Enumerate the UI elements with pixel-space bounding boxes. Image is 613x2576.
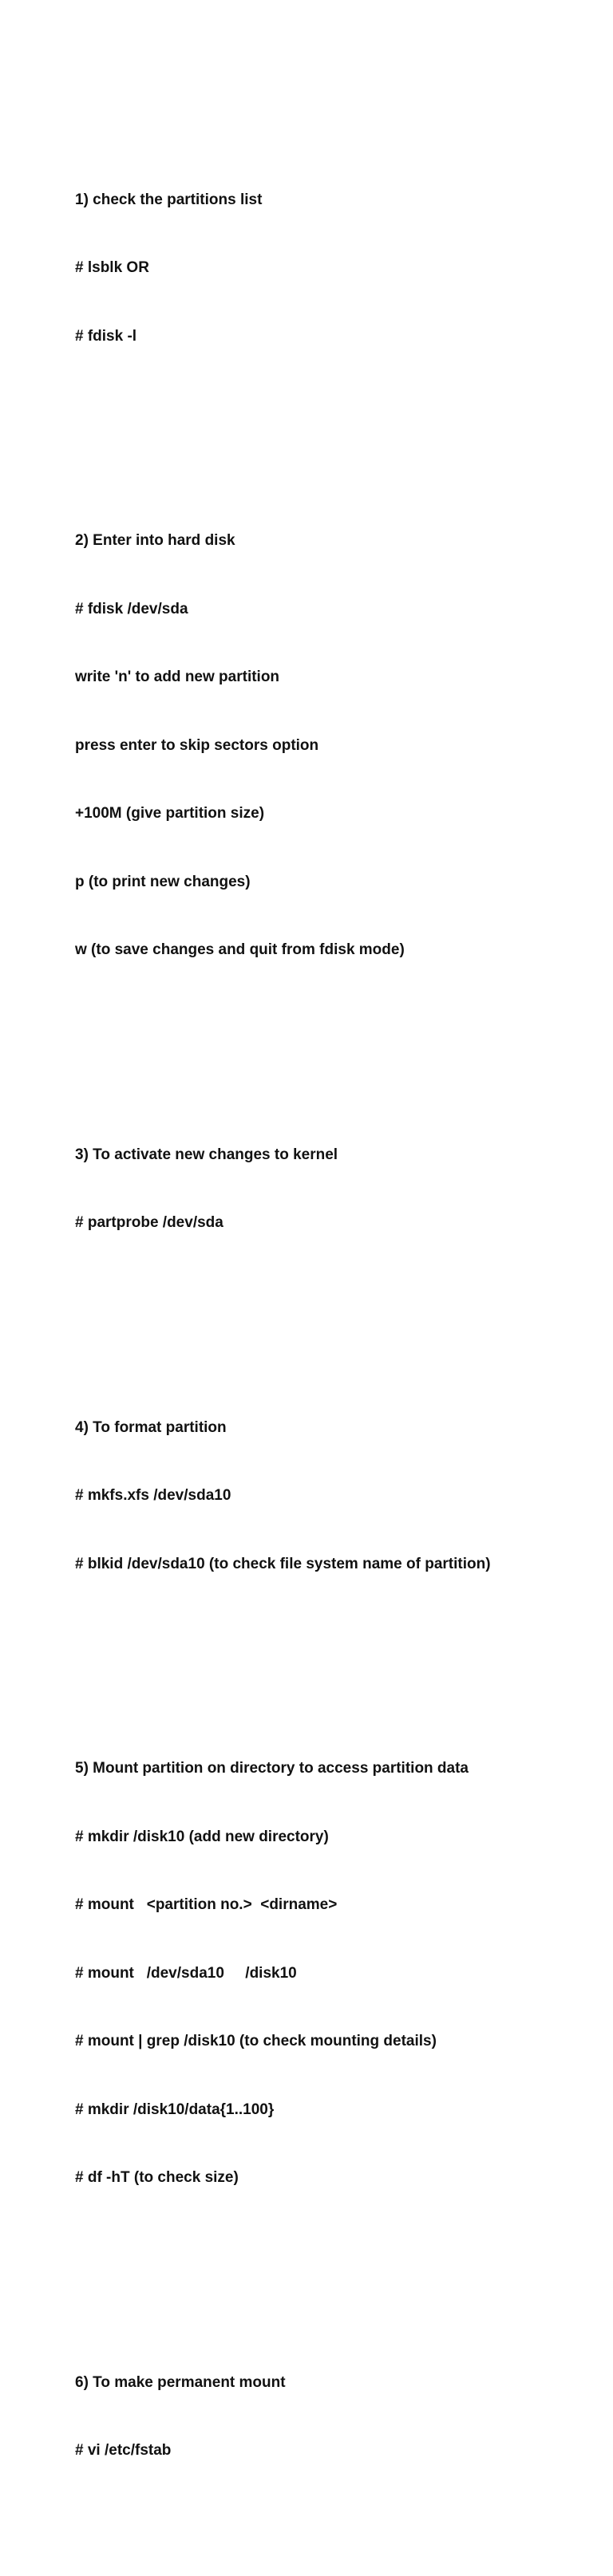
command-line: # fdisk -l <box>75 327 137 345</box>
command-line: # partprobe /dev/sda <box>75 1214 223 1231</box>
command-line: # mkdir /disk10/data{1..100} <box>75 2101 275 2118</box>
section-format-partition <box>75 1371 586 1622</box>
section-heading: 3) To activate new changes to kernel <box>75 1146 338 1163</box>
command-line: # mount | grep /disk10 (to check mounting details) <box>75 2033 437 2049</box>
command-line: # vi /etc/fstab <box>75 2442 172 2459</box>
command-line: # mkfs.xfs /dev/sda10 <box>75 1487 231 1504</box>
command-line: # mkdir /disk10 (add new directory) <box>75 1828 329 1845</box>
section-enter-hard-disk <box>75 484 586 1008</box>
section-heading: 1) check the partitions list <box>75 191 263 208</box>
command-line: # fdisk /dev/sda <box>75 600 188 617</box>
document-body <box>75 75 586 2576</box>
instruction-line: write 'n' to add new partition <box>75 669 280 685</box>
section-heading: 6) To make permanent mount <box>75 2373 286 2391</box>
section-mount-partition <box>75 1712 586 2235</box>
instruction-line: p (to print new changes) <box>75 873 251 890</box>
instruction-line: press enter to skip sectors option <box>75 736 319 754</box>
command-line: # mount <partition no.> <dirname> <box>75 1896 338 1913</box>
section-heading: 2) Enter into hard disk <box>75 532 235 549</box>
command-line: # lsblk OR <box>75 259 149 276</box>
command-line: # mount /dev/sda10 /disk10 <box>75 1964 297 1982</box>
section-check-partitions <box>75 144 586 394</box>
command-line: # blkid /dev/sda10 (to check file system name of partition) <box>75 1555 491 1572</box>
section-permanent-mount <box>75 2326 586 2508</box>
section-heading: 5) Mount partition on directory to access partition data <box>75 1760 469 1777</box>
section-heading: 4) To format partition <box>75 1418 227 1436</box>
command-line: # df -hT (to check size) <box>75 2169 239 2186</box>
instruction-line: +100M (give partition size) <box>75 805 265 822</box>
section-activate-changes <box>75 1099 586 1280</box>
instruction-line: w (to save changes and quit from fdisk mode) <box>75 941 405 958</box>
